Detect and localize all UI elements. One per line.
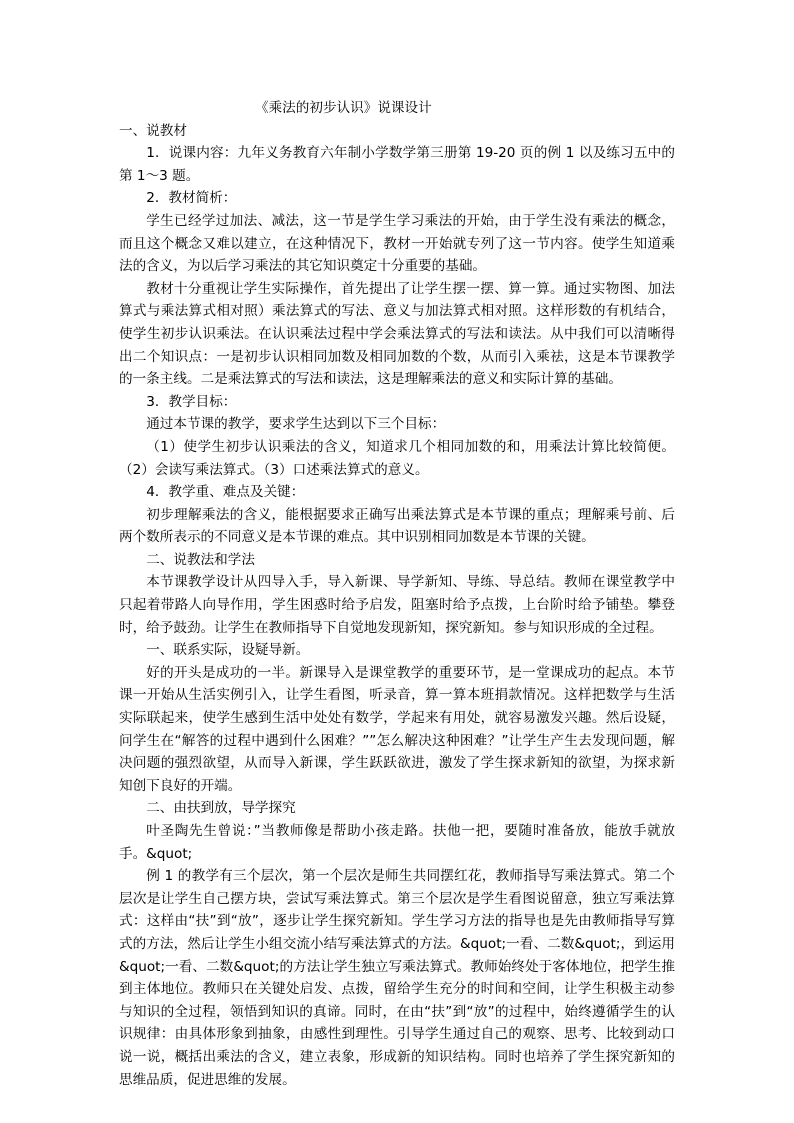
body-paragraph: 二、由扶到放，导学探究 xyxy=(146,800,296,817)
body-paragraph: 1．说课内容：九年义务教育六年制小学数学第三册第 19-20 页的例 1 以及练习五中的第 1～3 题。 xyxy=(119,145,675,184)
body-paragraph: 例 1 的教学有三个层次，第一个层次是师生共同摆红花，教师指导写乘法算式。第二个层次是让学生自己摆方块，尝试写乘法算式。第三个层次是学生看图说留意，独立写乘法算式：这样由“扶”到“放”，逐步让学生探究新知。学生学习方法的指导也是先由教师指导写算式的方法，然后让学生小组交流小结写乘法算式的方法。&quot;一看、二数&quot;，到运用&quot;一看、二数&quot;的方法让学生独立写乘法算式。教师始终处于客体地位，把学生推到主体地位。教师只在关键处启发、点拨，留给学生充分的时间和空间，让学生积极主动参与知识的全过程，领悟到知识的真谛。同时，在由“扶”到“放”的过程中，始终遵循学生的认识规律：由具体形象到抽象，由感性到理性。引导学生通过自己的观察、思考、比较到动口说一说，概括出乘法的含义，建立表象，形成新的知识结构。同时也培养了学生探究新知的思维品质，促进思维的发展。 xyxy=(119,868,675,1088)
body-paragraph: 4．教学重、难点及关键： xyxy=(146,484,305,501)
body-paragraph: 好的开头是成功的一半。新课导入是课堂教学的重要环节，是一堂课成功的起点。本节课一开始从生活实例引入，让学生看图，听录音，算一算本班捐款情况。这样把数学与生活实际联起来，使学生感到生活中处处有数学，学起来有用处，就容易激发兴趣。然后设疑，问学生在“解答的过程中遇到什么困难？””怎么解决这种困难？”让学生产生去发现问题，解决问题的强烈欲望，从而导入新课，学生跃跃欲进，激发了学生探求新知的欲望，为探求新知创下良好的开端。 xyxy=(119,664,675,794)
document-body xyxy=(119,120,675,1092)
body-paragraph: 2．教材简析： xyxy=(146,190,237,207)
body-paragraph: 一、说教材 xyxy=(119,122,187,139)
body-paragraph: 本节课教学设计从四导入手，导入新课、导学新知、导练、导总结。教师在课堂教学中只起着带路人向导作用，学生困惑时给予启发，阻塞时给予点拨，上台阶时给予铺垫。攀登时，给予鼓劲。让学生在教师指导下自觉地发现新知，探究新知。参与知识形成的全过程。 xyxy=(119,574,675,636)
document-page xyxy=(119,97,675,1091)
body-paragraph: 初步理解乘法的含义，能根据要求正确写出乘法算式是本节课的重点；理解乘号前、后两个数所表示的不同意义是本节课的难点。其中识别相同加数是本节课的关键。 xyxy=(119,506,675,546)
body-paragraph: 3．教学目标： xyxy=(146,393,237,410)
body-paragraph: 通过本节课的教学，要求学生达到以下三个目标： xyxy=(146,416,446,433)
body-paragraph: 教材十分重视让学生实际操作，首先提出了让学生摆一摆、算一算。通过实物图、加法算式与乘法算式相对照）乘法算式的写法、意义与加法算式相对照。这样形数的有机结合，使学生初步认识乘法。在认识乘法过程中学会乘法算式的写法和读法。从中我们可以清晰得出二个知识点：一是初步认识相同加数及相同加数的个数，从而引入乘祛，这是本节课教学的一条主线。二是乘法算式的写法和读法，这是理解乘法的意义和实际计算的基础。 xyxy=(119,280,675,388)
body-paragraph: 二、说教法和学法 xyxy=(146,551,255,568)
body-paragraph: 叶圣陶先生曾说：”当教师像是帮助小孩走路。扶他一把，要随时准备放，能放手就放手。&quot; xyxy=(119,823,675,862)
body-paragraph: 一、联系实际，设疑导新。 xyxy=(146,642,310,659)
document-title: 《乘法的初步认识》说课设计 xyxy=(255,100,432,116)
body-paragraph: （1）使学生初步认识乘法的含义，知道求几个相同加数的和，用乘法计算比较简便。（2）会读写乘法算式。（3）口述乘法算式的意义。 xyxy=(119,438,675,478)
body-paragraph: 学生已经学过加法、减法，这一节是学生学习乘法的开始，由于学生没有乘法的概念，而且这个概念又难以建立，在这种情况下，教材一开始就专列了这一节内容。使学生知道乘法的含义，为以后学习乘法的其它知识奠定十分重要的基础。 xyxy=(119,212,675,275)
